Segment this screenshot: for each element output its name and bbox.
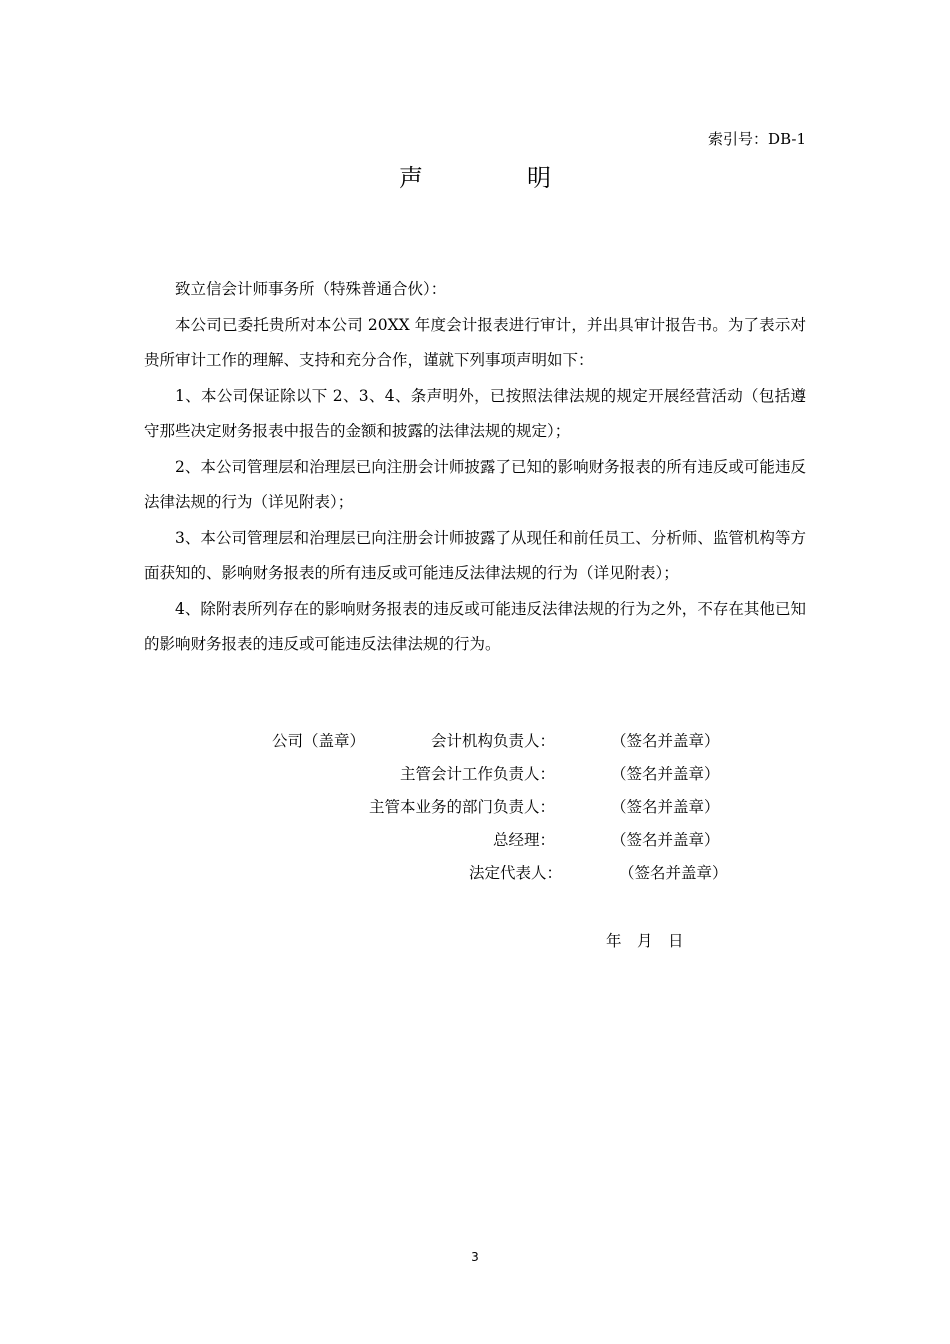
date-line: 年 月 日 [606, 932, 684, 950]
signer-role-accounting-head: 会计机构负责人： [430, 732, 555, 750]
signature-placeholder: （签名并盖章） [619, 864, 728, 882]
company-seal-label: 公司（盖章） [272, 732, 366, 750]
declaration-item-3: 3、本公司管理层和治理层已向注册会计师披露了从现任和前任员工、分析师、监管机构等方面获知的、影响财务报表的所有违反或可能违反法律法规的行为（详见附表）； [144, 528, 806, 582]
document-title: 声明 [399, 164, 655, 192]
signer-role-accounting-supervisor: 主管会计工作负责人： [399, 765, 555, 783]
signature-placeholder: （签名并盖章） [611, 732, 720, 750]
intro-paragraph: 本公司已委托贵所对本公司 20XX 年度会计报表进行审计，并出具审计报告书。为了表示对贵所审计工作的理解、支持和充分合作，谨就下列事项声明如下： [144, 315, 806, 369]
page-number: 3 [471, 1250, 479, 1264]
declaration-item-1: 1、本公司保证除以下 2、3、4、条声明外，已按照法律法规的规定开展经营活动（包括遵守那些决定财务报表中报告的金额和披露的法律法规的规定）； [144, 386, 806, 440]
declaration-item-4: 4、除附表所列存在的影响财务报表的违反或可能违反法律法规的行为之外，不存在其他已知的影响财务报表的违反或可能违反法律法规的行为。 [144, 599, 806, 653]
signature-placeholder: （签名并盖章） [611, 765, 720, 783]
declaration-item-2: 2、本公司管理层和治理层已向注册会计师披露了已知的影响财务报表的所有违反或可能违反法律法规的行为（详见附表）； [144, 457, 806, 511]
signature-placeholder: （签名并盖章） [611, 798, 720, 816]
signer-role-general-manager: 总经理： [492, 831, 555, 849]
signature-placeholder: （签名并盖章） [611, 831, 720, 849]
declaration-body [144, 272, 806, 663]
salutation: 致立信会计师事务所（特殊普通合伙）： [175, 280, 447, 298]
index-reference: 索引号：DB-1 [708, 130, 806, 148]
signer-role-department-head: 主管本业务的部门负责人： [368, 798, 555, 816]
signer-role-legal-representative: 法定代表人： [468, 864, 562, 882]
